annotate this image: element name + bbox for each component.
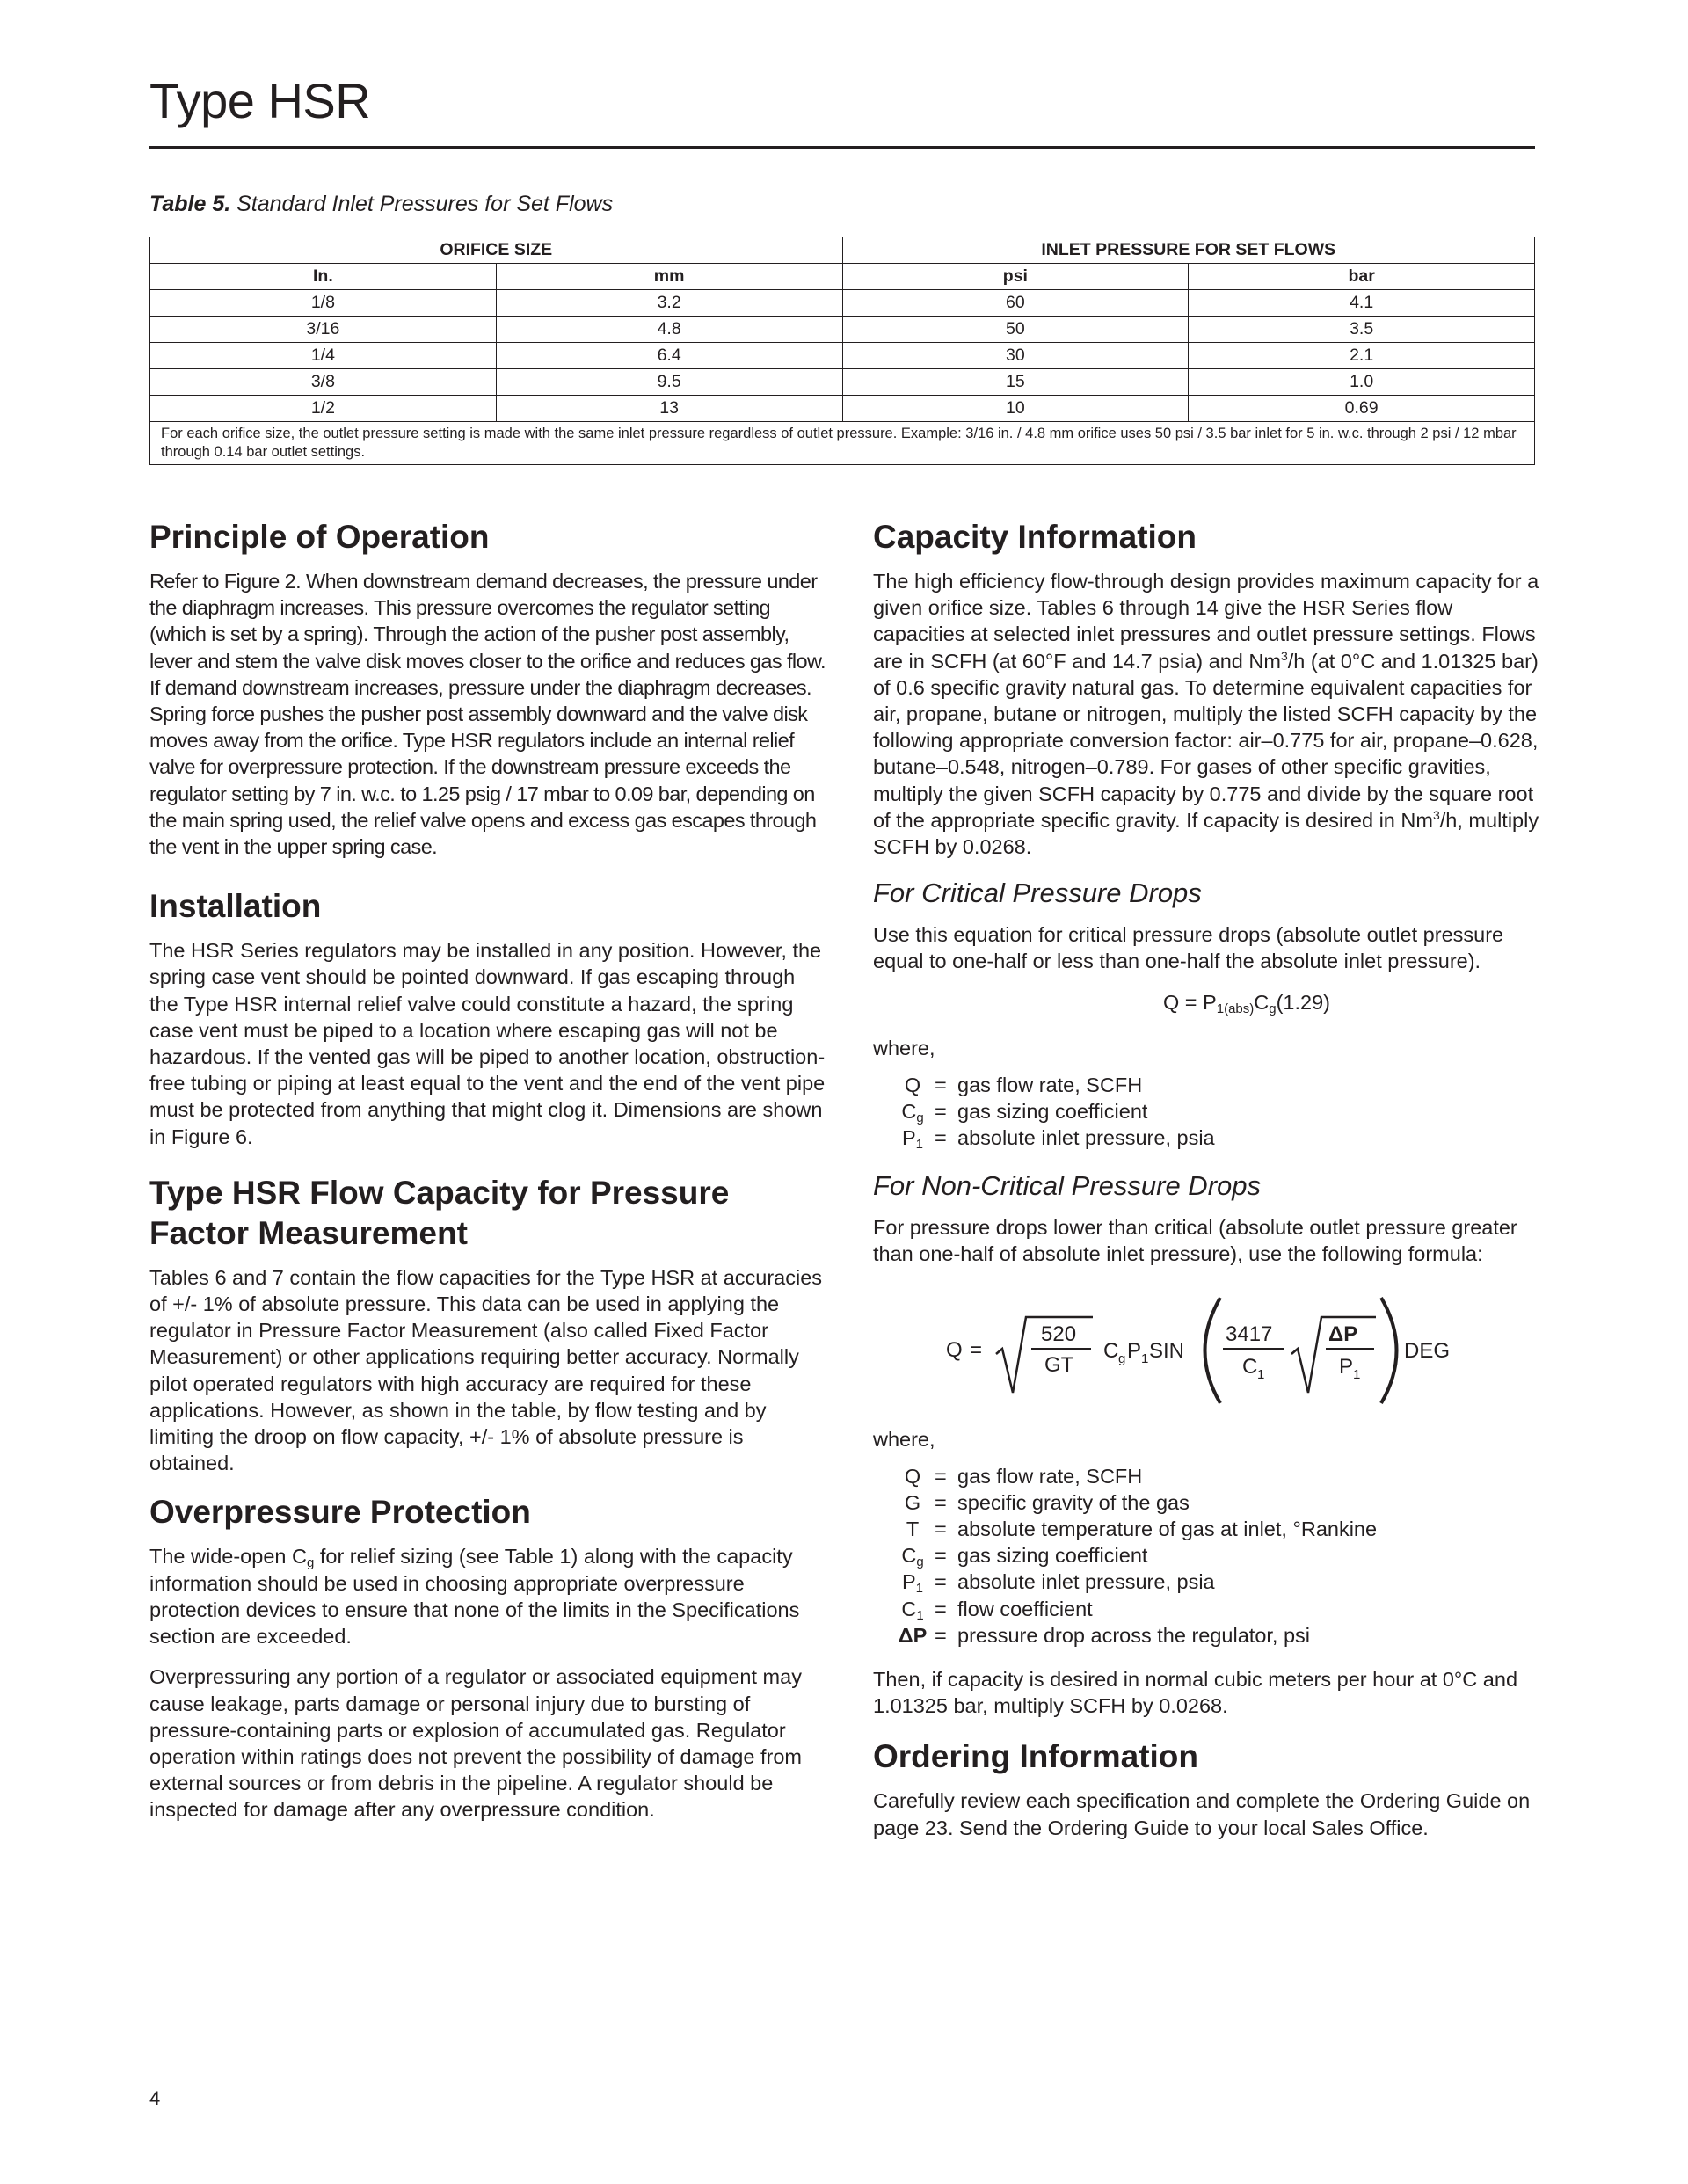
table-cell: 3.5 [1189,317,1535,343]
overpressure-section [149,1492,826,1823]
col-header-in: In. [150,264,497,290]
right-column [873,517,1550,1855]
table-cell: 1.0 [1189,369,1535,396]
list-item: $C_g$ = gas sizing coefficient [901,1099,1148,1125]
table-cell: 3.2 [496,290,842,317]
table-row [150,343,1535,369]
table-cell: 10 [842,396,1189,422]
critical-where: where, [873,1036,935,1059]
capacity-body: The high efficiency flow-through design provides maximum capacity for a given orifice size. Tables 6 through 14 give the HSR Series flow capacities at selected inlet pressures and outlet pressure settings. Flows are in SCFH (at 60°F and 14.7 psia) and Nm$^3$/h (at 0°C and 1.01325 bar) of 0.6 specific gravity natural gas. To determine equivalent capacities for air, propane, butane or nitrogen, multiply the listed SCFH capacity by the following appropriate conversion factor: air–0.775 for air, propane–0.628, butane–0.548, nitrogen–0.789. For gases of other specific gravities, multiply the given SCFH capacity by 0.775 and divide by the square root of the appropriate specific gravity. If capacity is desired in Nm$^3$/h, multiply SCFH by 0.0268. [873,570,1539,859]
table-row [150,290,1535,317]
principle-section [149,517,826,860]
noncritical-then: Then, if capacity is desired in normal cubic meters per hour at 0°C and 1.01325 bar, multiply SCFH by 0.0268. [873,1668,1518,1718]
table-cell: 13 [496,396,842,422]
list-item: $C_1$ = flow coefficient [901,1597,1093,1623]
formula-mid-sin: SIN [1149,1338,1185,1363]
table-row [150,317,1535,343]
col-header-mm: mm [496,264,842,290]
table-cell: 60 [842,290,1189,317]
overpressure-heading: Overpressure Protection [149,1494,531,1531]
formula-mid-g: g [1118,1350,1126,1366]
flow-capacity-section [149,1173,826,1477]
formula-den-3-1: 1 [1353,1366,1361,1382]
formula-den-1: GT [1044,1352,1074,1377]
table-cell: 15 [842,369,1189,396]
formula-den-3-p: P [1339,1354,1354,1379]
left-column [149,517,826,1838]
page-number: 4 [149,2087,161,2109]
inlet-pressure-table [149,237,1535,465]
overpressure-body-2: Overpressuring any portion of a regulator or associated equipment may cause leakage, parts damage or personal injury due to bursting of pressure-containing parts or explosion of accumulated gas. Regulator operation within ratings does not prevent the possibility of damage from external sources or from debris in the pipeline. A regulator should be inspected for damage after any overpressure condition. [149,1665,802,1822]
installation-heading: Installation [149,888,322,925]
group-header-orifice: ORIFICE SIZE [150,237,843,264]
table-cell: 2.1 [1189,343,1535,369]
table-cell: 9.5 [496,369,842,396]
list-item: G = specific gravity of the gas [904,1490,1190,1514]
critical-body: Use this equation for critical pressure drops (absolute outlet pressure equal to one-half or less than one-half the absolute inlet pressure). [873,923,1504,973]
capacity-heading: Capacity Information [873,519,1197,555]
critical-equation: $Q = P_{1(abs)}C_g(1.29)$ [1163,990,1330,1016]
formula-den-2-1: 1 [1257,1366,1265,1382]
table-cell: 30 [842,343,1189,369]
list-item: ΔP = pressure drop across the regulator, psi [898,1623,1311,1647]
formula-num-3: ΔP [1328,1321,1358,1346]
table-cell: 6.4 [496,343,842,369]
table-note: For each orifice size, the outlet pressure setting is made with the same inlet pressure regardless of outlet pressure. Example: 3/16 in. / 4.8 mm orifice uses 50 psi / 3.5 bar inlet for 5 in. w.c. through 2 psi / 12 mbar through 0.14 bar outlet settings. [150,422,1535,465]
list-item: $P_1$ = absolute inlet pressure, psia [901,1570,1215,1597]
table-cell: 4.8 [496,317,842,343]
capacity-section [873,517,1550,860]
formula-mid-c: C [1103,1338,1119,1363]
col-header-psi: psi [842,264,1189,290]
table-caption [149,192,613,217]
principle-heading: Principle of Operation [149,519,490,555]
list-item: $P_1$ = absolute inlet pressure, psia [901,1126,1215,1153]
formula-equals: = [970,1337,983,1362]
ordering-heading: Ordering Information [873,1738,1198,1775]
flow-capacity-body: Tables 6 and 7 contain the flow capacities for the Type HSR at accuracies of +/- 1% of absolute pressure. This data can be used in applying the regulator in Pressure Factor Measurement (also called Fixed Factor Measurement) or other applications requiring better accuracy. Normally pilot operated regulators with high accuracy are required for these applications. However, as shown in the table, by flow testing and by limiting the droop on flow capacity, +/- 1% of absolute pressure is obtained. [149,1265,823,1475]
noncritical-where: where, [873,1427,935,1451]
paren-left-icon [1205,1298,1221,1403]
noncritical-section [873,1168,1550,1719]
noncritical-heading: For Non-Critical Pressure Drops [873,1170,1261,1202]
page-title: Type HSR [149,73,371,128]
title-rule [149,146,1535,149]
ordering-section [873,1736,1550,1840]
formula-mid-1: 1 [1141,1350,1149,1366]
overpressure-body-1: The wide-open $C_g$ for relief sizing (see Table 1) along with the capacity information should be used in choosing appropriate overpressure protection devices to ensure that none of the limits in the Specifications section are exceeded. [149,1545,800,1649]
table-group-header-row [150,237,1535,264]
table-cell: 1/8 [150,290,497,317]
formula-den-2-c: C [1242,1354,1258,1379]
formula-q: Q [946,1337,963,1362]
list-item: Q = gas flow rate, SCFH [904,1073,1143,1096]
group-header-inlet: INLET PRESSURE FOR SET FLOWS [842,237,1535,264]
table-cell: 0.69 [1189,396,1535,422]
table-cell: 3/8 [150,369,497,396]
flow-capacity-heading: Type HSR Flow Capacity for Pressure Factor Measurement [149,1174,730,1251]
noncritical-body: For pressure drops lower than critical (absolute outlet pressure greater than one-half of absolute inlet pressure), use the following formula: [873,1216,1517,1266]
critical-section [873,876,1550,1151]
table-cell: 50 [842,317,1189,343]
list-item: $C_g$ = gas sizing coefficient [901,1544,1148,1570]
ordering-body: Carefully review each specification and complete the Ordering Guide on page 23. Send the Ordering Guide to your local Sales Office. [873,1789,1531,1839]
col-header-bar: bar [1189,264,1535,290]
table-caption-label: Table 5. [149,192,231,216]
formula-num-1: 520 [1041,1321,1077,1346]
list-item: T = absolute temperature of gas at inlet, °Rankine [906,1518,1378,1541]
installation-body: The HSR Series regulators may be installed in any position. However, the spring case vent should be pointed downward. If gas escaping through the Type HSR internal relief valve could constitute a hazard, the spring case vent must be piped to a location where escaping gas will not be hazardous. If the vented gas will be piped to another location, obstruction-free tubing or piping at least equal to the vent and the end of the vent pipe must be protected from anything that might clog it. Dimensions are shown in Figure 6. [149,939,826,1148]
table-note-row [150,422,1535,465]
table-caption-text: Standard Inlet Pressures for Set Flows [236,192,614,216]
table-cell: 4.1 [1189,290,1535,317]
table-cell: 1/2 [150,396,497,422]
critical-variables [873,1072,1550,1152]
table-cell: 3/16 [150,317,497,343]
noncritical-formula [873,1282,1550,1414]
table-cell: 1/4 [150,343,497,369]
table-row [150,396,1535,422]
formula-graphic [873,1282,1550,1414]
formula-num-2: 3417 [1226,1321,1273,1346]
critical-heading: For Critical Pressure Drops [873,877,1202,909]
principle-body: Refer to Figure 2. When downstream demand decreases, the pressure under the diaphragm increases. This pressure overcomes the regulator setting (which is set by a spring). Through the action of the pusher post assembly, lever and stem the valve disk moves closer to the orifice and reduces gas flow. If demand downstream increases, pressure under the diaphragm decreases. Spring force pushes the pusher post assembly downward and the valve disk moves away from the orifice. Type HSR regulators include an internal relief valve for overpressure protection. If the downstream pressure exceeds the regulator setting by 7 in. w.c. to 1.25 psig / 17 mbar to 0.09 bar, depending on the main spring used, the relief valve opens and excess gas escapes through the vent in the upper spring case. [149,570,826,859]
table-row [150,369,1535,396]
table-header-row [150,264,1535,290]
noncritical-variables [873,1463,1550,1649]
installation-section [149,886,826,1150]
list-item: Q = gas flow rate, SCFH [904,1464,1143,1488]
formula-mid-p: P [1127,1338,1142,1363]
paren-right-icon [1381,1298,1397,1403]
formula-deg: DEG [1404,1338,1451,1363]
